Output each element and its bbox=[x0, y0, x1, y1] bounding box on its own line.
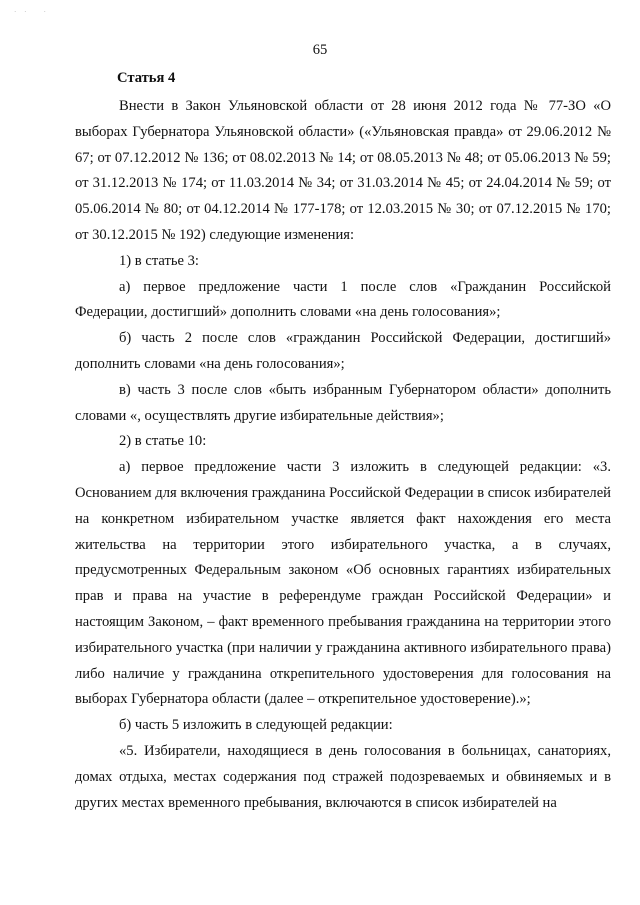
article-heading: Статья 4 bbox=[117, 70, 176, 86]
paragraph-item-1b: б) часть 2 после слов «гражданин Российской Федерации, достигший» дополнить словами «на день голосования»; bbox=[75, 330, 611, 372]
article-body bbox=[75, 94, 611, 816]
paragraph-item-1a: а) первое предложение части 1 после слов «Гражданин Российской Федерации, достигший» дополнить словами «на день голосования»; bbox=[75, 278, 611, 321]
paragraph-item-1: 1) в статье 3: bbox=[119, 252, 199, 269]
paragraph-item-2b-text: «5. Избиратели, находящиеся в день голосования в больницах, санаториях, домах отдыха, местах содержания под стражей подозреваемых и обвиняемых и в других местах временного пребывания, включаются в список избирателей на bbox=[75, 742, 611, 811]
paragraph-item-2b: б) часть 5 изложить в следующей редакции: bbox=[119, 717, 393, 734]
scan-artifact-marks: · · · bbox=[14, 8, 49, 16]
paragraph-item-1c: в) часть 3 после слов «быть избранным Губернатором области» дополнить словами «, осуществлять другие избирательные действия»; bbox=[75, 381, 611, 424]
paragraph-item-2: 2) в статье 10: bbox=[119, 433, 207, 450]
paragraph-item-2a: а) первое предложение части 3 изложить в следующей редакции: «3. Основанием для включения гражданина Российской Федерации в список избирателей на конкретном избирательном участке является факт нахождения его места жительства на территории этого избирательного участка, а в случаях, предусмотренных Федеральным законом «Об основных гарантиях избирательных прав и права на участие в референдуме граждан Российской Федерации» и настоящим Законом, – факт временного пребывания гражданина на территории этого избирательного участка (при наличии у гражданина активного избирательного права) либо наличие у гражданина открепительного удостоверения для голосования на выборах Губернатора области (далее – открепительное удостоверение).»; bbox=[75, 459, 611, 708]
page-number: 65 bbox=[312, 42, 328, 58]
paragraph-intro: Внести в Закон Ульяновской области от 28 июня 2012 года № 77-ЗО «О выборах Губернатора Ульяновской области» («Ульяновская правда» от 29.06.2012 № 67; от 07.12.2012 № 136; от 08.02.2013 № 14; от 08.05.2013 № 48; от 05.06.2013 № 59; от 31.12.2013 № 174; от 11.03.2014 № 34; от 31.03.2014 № 45; от 24.04.2014 № 59; от 05.06.2014 № 80; от 04.12.2014 № 177-178; от 12.03.2015 № 30; от 07.12.2015 № 170; от 30.12.2015 № 192) следующие изменения: bbox=[75, 98, 611, 243]
